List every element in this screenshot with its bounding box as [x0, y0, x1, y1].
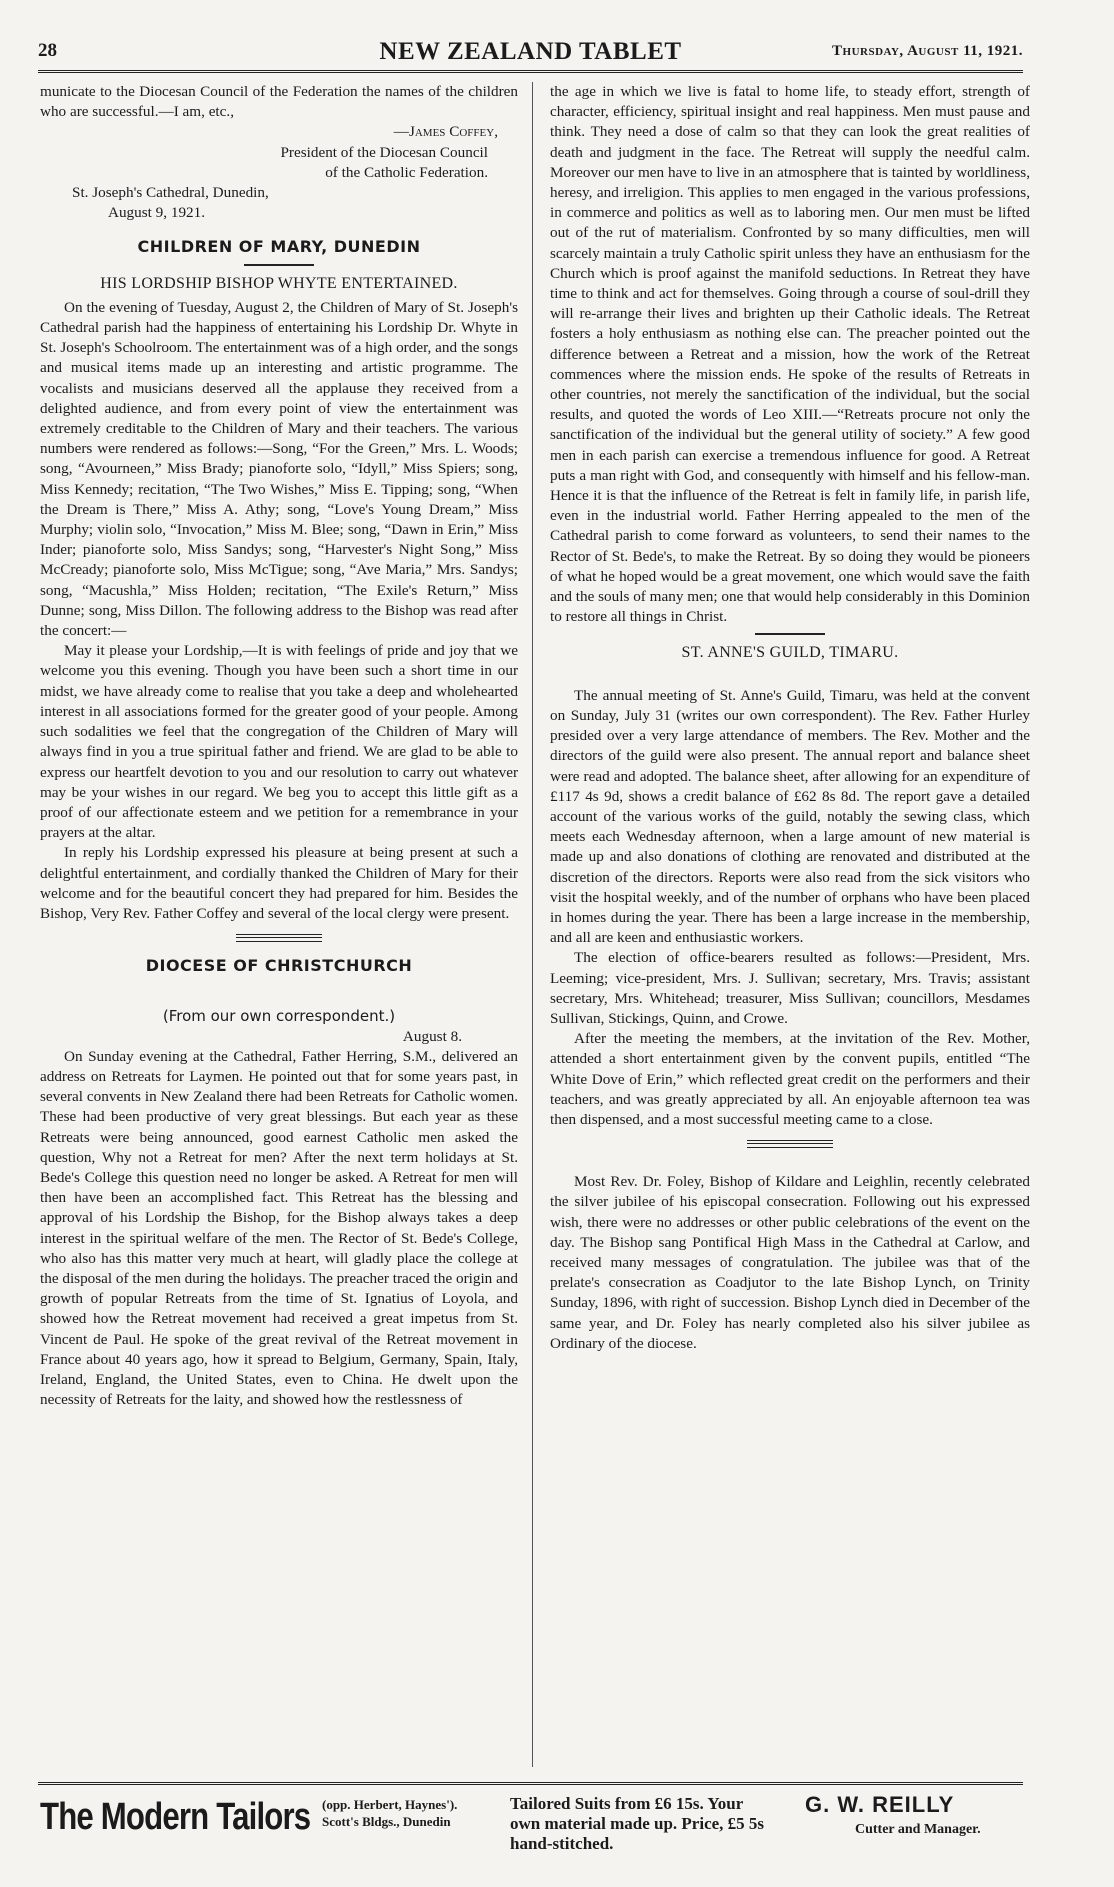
- right-column: [550, 82, 1030, 1354]
- children-of-mary-heading: CHILDREN OF MARY, DUNEDIN: [137, 237, 421, 257]
- letter-closing: municate to the Diocesan Council of the Federation the names of the children who are successful.—I am, etc.,: [40, 83, 518, 121]
- advert-brand: The Modern Tailors: [40, 1796, 311, 1838]
- left-column: [40, 82, 518, 1410]
- children-of-mary-paragraph-3: In reply his Lordship expressed his pleasure at being present at such a delightful entertainment, and cordially thanked the Children of Mary for their welcome and for the beautiful concert they had prepared for him. Besides the Bishop, Very Rev. Father Coffey and several of the local clergy were present.: [40, 844, 518, 922]
- st-annes-heading: ST. ANNE'S GUILD, TIMARU.: [681, 644, 899, 662]
- st-annes-paragraph-1: The annual meeting of St. Anne's Guild, Timaru, was held at the convent on Sunday, July 31 (writes our own correspondent). The Rev. Father Hurley presided over a very large attendance of members. The Rev. Mother and the directors of the guild were also present. The annual report and balance sheet were read and adopted. The balance sheet, after allowing for an expenditure of £117 4s 9d, shows a credit balance of £62 8s 8d. The report gave a detailed account of the various works of the guild, notably the sewing class, which meets each Wednesday afternoon, when a large amount of new material is made up and also donations of clothing are renovated and distributed at the discretion of the directors. Reports were also read from the sick visitors who visit the hospital weekly, and of the number of orphans who have been placed in homes during the year. There has been a large increase in the membership, and all are keen and enthusiastic workers.: [550, 686, 1030, 947]
- section-separator: [747, 1140, 833, 1148]
- signature-title-1: President of the Diocesan Council: [280, 143, 488, 161]
- children-of-mary-paragraph-1: On the evening of Tuesday, August 2, the Children of Mary of St. Joseph's Cathedral parish had the happiness of entertaining his Lordship Dr. Whyte in St. Joseph's Schoolroom. The entertainment was of a high order, and the songs and musical items made up an interesting and artistic programme. The vocalists and musicians deserved all the applause they received from a delighted audience, and from every point of view the entertainment was extremely creditable to the Children of Mary and their teachers. The various numbers were rendered as follows:—Song, “For the Green,” Mrs. L. Woods; song, “Avourneen,” Miss Brady; pianoforte solo, “Idyll,” Miss Spiers; song, Miss Kennedy; recitation, “The Two Wishes,” Miss E. Tipping; song, “When the Dream is There,” Miss A. Athy; song, “Love's Young Dream,” Miss Murphy; violin solo, “Invocation,” Miss M. Blee; song, “Dawn in Erin,” Miss Inder; pianoforte solo, Miss Sandys; song, “Harvester's Night Song,” Miss McCready; pianoforte solo, Miss McTigue; song, “Ave Maria,” Mrs. Sandys; song, “Macushla,” Miss Holden; recitation, “The Exile's Return,” Miss Dunne; song, Miss Dillon. The following address to the Bishop was read after the concert:—: [40, 298, 518, 640]
- letter-place: St. Joseph's Cathedral, Dunedin,: [72, 184, 269, 202]
- page-number: 28: [38, 40, 57, 61]
- issue-date: Thursday, August 11, 1921.: [832, 43, 1023, 59]
- correspondent-note: (From our own correspondent.): [162, 1007, 396, 1026]
- signature-title-2: of the Catholic Federation.: [325, 163, 488, 181]
- section-rule: [755, 633, 825, 635]
- christchurch-dateline: August 8.: [402, 1027, 462, 1045]
- masthead-rule: [38, 70, 1023, 73]
- heading-rule: [244, 264, 314, 266]
- column-divider: [532, 82, 533, 1767]
- christchurch-heading: DIOCESE OF CHRISTCHURCH: [145, 956, 413, 976]
- newspaper-title: NEW ZEALAND TABLET: [379, 38, 682, 65]
- st-annes-paragraph-2: The election of office-bearers resulted as follows:—President, Mrs. Leeming; vice-president, Mrs. J. Sullivan; secretary, Mrs. Travis; assistant secretary, Mrs. Whitehead; treasurer, Miss Sullivan; councillors, Mesdames Sullivan, Stickings, Quinn, and Crowe.: [550, 949, 1030, 1027]
- section-separator: [236, 934, 322, 942]
- bishop-entertained-subheading: HIS LORDSHIP BISHOP WHYTE ENTERTAINED.: [100, 274, 458, 292]
- advert-address: (opp. Herbert, Haynes'). Scott's Bldgs., Dunedin: [322, 1797, 458, 1829]
- christchurch-paragraph: On Sunday evening at the Cathedral, Father Herring, S.M., delivered an address on Retreats for Laymen. He pointed out that for some years past, in several convents in New Zealand there had been Retreats for Catholic women. These had been productive of very great blessings. But each year as these Retreats were being announced, good earnest Catholic men asked the question, Why not a Retreat for men? After the next term holidays at St. Bede's College this question need no longer be asked. A Retreat for men will then have been an accomplished fact. This Retreat has the blessing and approval of his Lordship the Bishop, for the Bishop always takes a deep interest in the spiritual welfare of the men. The Rector of St. Bede's College, who also has this matter very much at heart, will gladly place the college at the disposal of the men during the holidays. The preacher traced the origin and growth of popular Retreats from the time of St. Ignatius of Loyola, and showed how the Retreat movement had received a great impetus from St. Vincent de Paul. He spoke of the great revival of the Retreat movement in France about 40 years ago, how it spread to Belgium, Germany, Spain, Italy, Ireland, England, the United States, even to China. He dwelt upon the necessity of Retreats for the laity, and showed how the restlessness of: [40, 1047, 518, 1409]
- tailor-advertisement: [40, 1790, 1025, 1853]
- advert-proprietor-role: Cutter and Manager.: [855, 1822, 981, 1837]
- masthead: [38, 38, 1023, 68]
- st-annes-paragraph-3: After the meeting the members, at the invitation of the Rev. Mother, attended a short entertainment given by the convent pupils, entitled “The White Dove of Erin,” which reflected great credit on the performers and their teachers, and was greatly appreciated by all. An enjoyable afternoon tea was then dispensed, and a most successful meeting came to a close.: [550, 1030, 1030, 1128]
- signature-name: —James Coffey,: [393, 123, 498, 141]
- bishop-foley-paragraph: Most Rev. Dr. Foley, Bishop of Kildare and Leighlin, recently celebrated the silver jubilee of his episcopal consecration. Following out his expressed wish, there were no addresses or other public celebrations of the event on the day. The Bishop sang Pontifical High Mass in the Cathedral at Carlow, and received many messages of congratulation. The jubilee was that of the prelate's consecration as Coadjutor to the late Bishop Lynch, on Trinity Sunday, 1896, with right of succession. Bishop Lynch died in December of the same year, and Dr. Foley has nearly completed also his silver jubilee as Ordinary of the diocese.: [550, 1173, 1030, 1352]
- advert-proprietor: G. W. REILLY: [805, 1792, 955, 1817]
- children-of-mary-address: May it please your Lordship,—It is with feelings of pride and joy that we welcome you this evening. Though you have been such a short time in our midst, we have already come to realise that you take a deep and wholehearted interest in all associations formed for the greater good of your people. Among such sodalities we feel that the congregation of the Children of Mary will always find in you a true spiritual father and friend. We are glad to be able to express our heartfelt devotion to you and our resolution to carry out whatever may be your wishes in our regard. We beg you to accept this little gift as a proof of our affectionate esteem and we petition for a remembrance in your prayers at the altar.: [40, 642, 518, 842]
- letter-date: August 9, 1921.: [108, 204, 206, 222]
- advert-offer: Tailored Suits from £6 15s. Your own material made up. Price, £5 5s hand-stitched.: [510, 1794, 765, 1853]
- footer-rule: [38, 1782, 1023, 1785]
- retreat-continuation: the age in which we live is fatal to home life, to steady effort, strength of character, efficiency, spiritual insight and real happiness. Men must pause and think. They need a dose of calm so that they can look the great realities of death and judgment in the face. The Retreat will supply the needful calm. Moreover our men have to live in an atmosphere that is tainted by worldliness, heresy, and irreligion. This applies to men engaged in the various professions, in commerce and politics as well as to laboring men. Our men must be lifted out of the rut of materialism. Confronted by so many difficulties, men will scarcely maintain a truly Catholic spirit unless they have an enthusiasm for the Church which is proof against the manifold seductions. In Retreat they have time to think and act for themselves. Going through a course of soul-drill they will re-arrange their lives and brighten up their Catholic ideals. The Retreat fosters a holy enthusiasm as nothing else can. The preacher pointed out the difference between a Retreat and a mission, how the work of the Retreat commences where the mission ends. He spoke of the results of Retreats in other countries, not merely the sanctification of the individual, but the social results, and quoted the words of Leo XIII.—“Retreats procure not only the sanctification of the individual but the general utility of society.” A few good men in each parish can exercise a tremendous influence for good. A Retreat puts a man right with God, and consequently with himself and his fellow-man. Hence it is that the influence of the Retreat is felt in family life, in parish life, even in the industrial world. Father Herring appealed to the men of the Cathedral parish to come forward as volunteers, to send their names to the Rector of St. Bede's, to make the Retreat. By so doing they would be pioneers of what he hoped would be a great movement, one which would save the faith and the souls of many men; one that would help considerably in this Dominion to restore all things in Christ.: [550, 83, 1030, 626]
